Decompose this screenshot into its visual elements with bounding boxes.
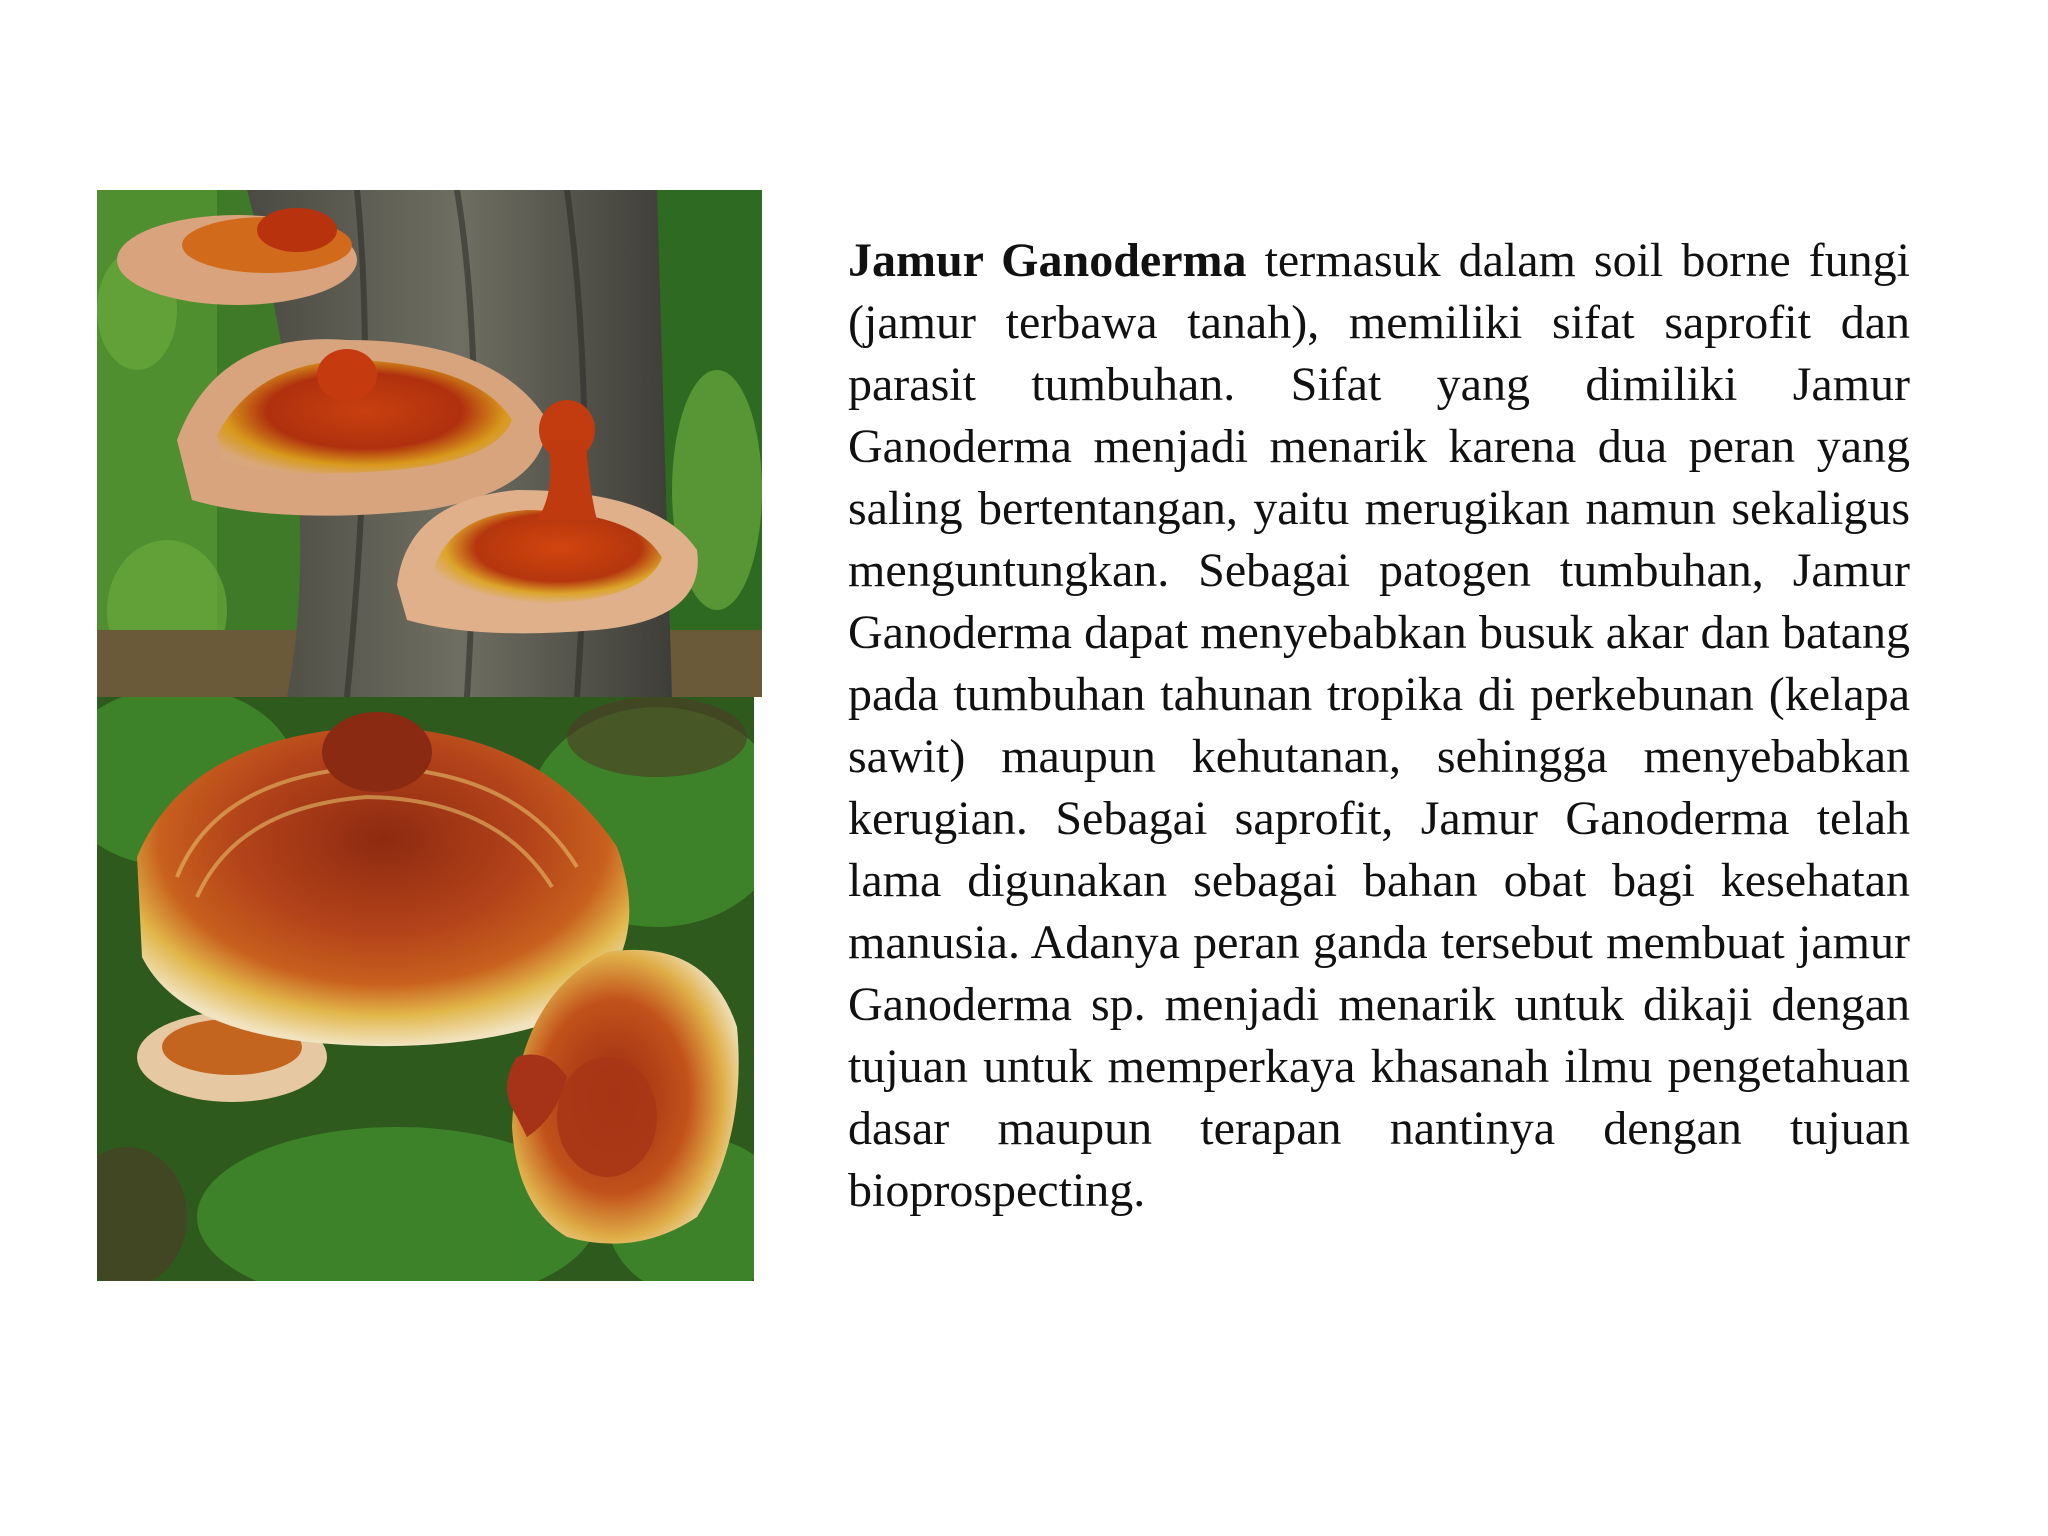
body-paragraph	[848, 230, 1910, 1222]
ganoderma-moss-photo	[97, 697, 754, 1281]
lead-term: Jamur Ganoderma	[848, 234, 1247, 287]
paragraph-text: termasuk dalam soil borne fungi (jamur terbawa tanah), memiliki sifat saprofit dan parasit tumbuhan. Sifat yang dimiliki Jamur Ganoderma menjadi menarik karena dua peran yang saling bertentangan, yaitu merugikan namun sekaligus menguntungkan. Sebagai patogen tumbuhan, Jamur Ganoderma dapat menyebabkan busuk akar dan batang pada tumbuhan tahunan tropika di perkebunan (kelapa sawit) maupun kehutanan, sehingga menyebabkan kerugian. Sebagai saprofit, Jamur Ganoderma telah lama digunakan sebagai bahan obat bagi kesehatan manusia. Adanya peran ganda tersebut membuat jamur Ganoderma sp. menjadi menarik untuk dikaji dengan tujuan untuk memperkaya khasanah ilmu pengetahuan dasar maupun terapan nantinya dengan tujuan bioprospecting.	[848, 234, 1910, 1217]
ganoderma-tree-photo	[97, 190, 762, 697]
ganoderma-on-moss-photo	[97, 697, 754, 1281]
ganoderma-on-tree-trunk-photo	[97, 190, 762, 697]
